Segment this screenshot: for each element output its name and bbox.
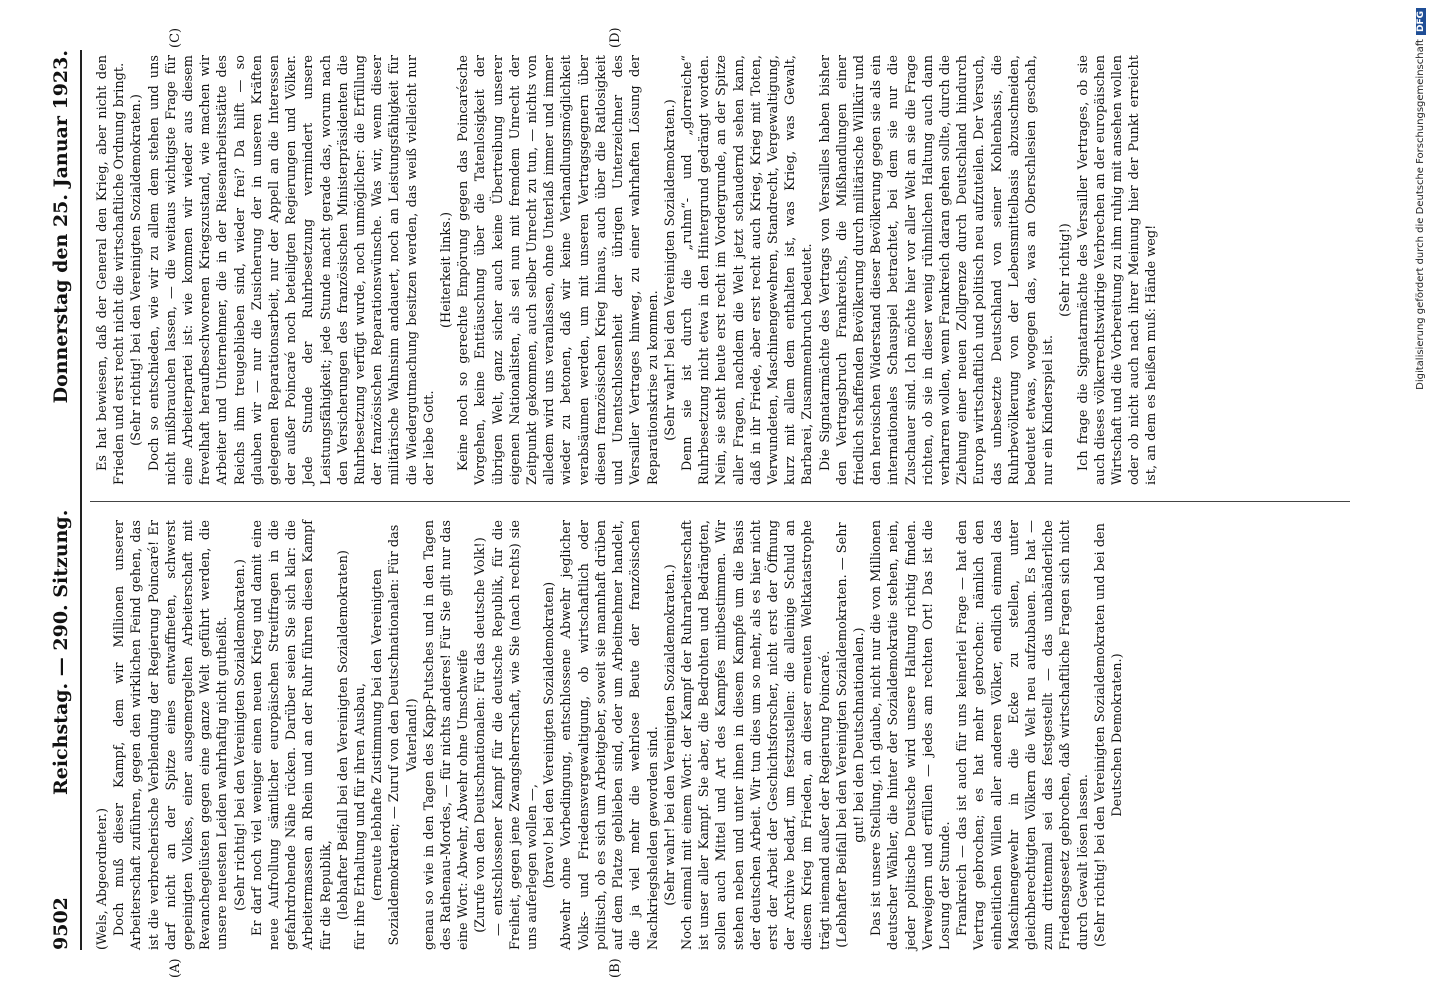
interjection: (Sehr richtig! bei den Vereinigten Sozialdemokraten und bei den Deutschen Demokraten.): [1092, 523, 1125, 947]
interjection: (Sehr wahr! bei den Vereinigten Sozialdemokraten.): [662, 564, 678, 906]
paragraph: Er darf noch viel weniger einen neuen Krieg und damit eine neue Aufrollung sämtlicher europäischen Streitfragen in die gefahrdrohende Nähe rücken. Darüber seien Sie sich klar: die Arbeitermassen an Rhein und an der Ruhr führen diesen Kampf für die Republik,: [249, 520, 334, 950]
session-date: Donnerstag den 25. Januar 1923.: [50, 50, 72, 404]
interjection: (lebhafter Beifall bei den Vereinigten Sozialdemokraten): [335, 550, 351, 920]
paragraph: Es hat bewiesen, daß der General den Krieg, aber nicht den Frieden und erst recht nicht die wirtschaftliche Ordnung bringt.: [95, 55, 128, 485]
page-number: 9502: [50, 897, 72, 950]
paragraph: — entschlossener Kampf für die deutsche Republik, für die Freiheit, gegen jene Zwangsherrschaft, wie Sie (nach rechts) sie uns auferlegen wollen —,: [490, 520, 541, 950]
interjection: (erneute lebhafte Zustimmung bei den Vereinigten Sozialdemokraten; — Zuruf von den Deutschnationalen: Für das Vaterland!): [370, 524, 420, 946]
margin-mark-b: (B): [608, 958, 623, 978]
interjection: (bravo! bei den Vereinigten Sozialdemokraten): [542, 581, 558, 889]
paragraph: Frankreich — das ist auch für uns keinerlei Frage — hat den Vertrag gebrochen; es hat mehr gebrochen: nämlich den einheitlichen Willen aller anderen Völker, endlich einmal das Maschinengewehr in die Ecke zu stellen, unter gleichberechtigten Völkern die Welt neu aufzubauen. Es hat — zum drittenmal sei das festgestellt — das unabänderliche Friedensgesetz gebrochen, daß wirtschaftliche Fragen sich nicht durch Gewalt lösen lassen.: [955, 520, 1091, 950]
left-column: [94, 520, 1126, 950]
side-credit: [1415, 8, 1431, 988]
paragraph: Keine noch so gerechte Empörung gegen das Poincarésche Vorgehen, keine Enttäuschung über die Tatenlosigkeit der übrigen Welt, ganz sicher auch keine Übertreibung unserer eigenen Nationalisten, als sei nun mit fremdem Unrecht der Zeitpunkt gekommen, auch selber Unrecht zu tun, — nichts von alledem wird uns veranlassen, ohne Unterlaß immer und immer wieder zu betonen, daß wir keine Verhandlungsmöglichkeit verabsäumen werden, um mit unseren Vertragsgegnern über diesen französischen Krieg hinaus, auch über die Ratlosigkeit und Unentschlossenheit der übrigen Unterzeichner des Versailler Vertrages hinweg, zu einer wahrhaften Lösung der Reparationskrise zu kommen.: [456, 55, 661, 485]
interjection: (Sehr richtig! bei den Vereinigten Sozialdemokraten.): [129, 94, 145, 446]
interjection: (Zurufe von den Deutschnationalen: Für das deutsche Volk!): [473, 537, 489, 933]
paragraph: Denn sie ist durch die „ruhm“- und „glorreiche“ Ruhrbesetzung nicht etwa in den Hintergrund gedrängt worden. Nein, sie steht heute erst recht im Vordergrunde, an der Spitze aller Fragen, nachdem die Welt jetzt schaudernd sehen kann, daß in ihr Friede, aber erst recht auch Krieg, Krieg mit Toten, Verwundeten, Maschinengewehren, Standrecht, Vergewaltigung, kurz mit allem dem enthalten ist, was Krieg, was Gewalt, Barbarei, Zusammenbruch bedeutet.: [679, 55, 816, 485]
paragraph: Doch so entschieden, wie wir zu allem dem stehen und uns nicht mißbrauchen lassen, — die weitaus wichtigste Frage für eine Arbeiterpartei ist: wie kommen wir wieder aus diesem frevelhaft heraufbeschworenen Kriegszustand, wie machen wir Arbeiter und Unternehmer, die in der Riesenarbeitsstätte des Reichs ihm treugeblieben sind, wieder frei? Da hilft — so glauben wir — nur die Zusicherung der in unseren Kräften gelegenen Reparationsarbeit, nur der Appell an die Interessen der außer Poincaré noch beteiligten Regierungen und Völker. Jede Stunde der Ruhrbesetzung vermindert unsere Leistungsfähigkeit; jede Stunde macht gerade das, worum nach den Versicherungen des französischen Ministerpräsidenten die Ruhrbesetzung verfügt wurde, noch unmöglicher: die Erfüllung der französischen Reparationswünsche. Was wir, wenn dieser militärische Wahnsinn andauert, noch an Leistungsfähigkeit für die Wiedergutmachung besitzen werden, das weiß vielleicht nur der liebe Gott.: [146, 55, 437, 485]
paragraph: Das ist unsere Stellung, ich glaube, nicht nur die von Millionen deutscher Wähler, die hinter der Sozialdemokratie stehen, nein, jeder politische Deutsche wird unsere Haltung richtig finden. Verweigern und erfüllen — jedes am rechten Ort! Das ist die Losung der Stunde.: [869, 520, 953, 950]
interjection: (Sehr richtig!): [1058, 223, 1074, 317]
interjection: (Lebhafter Beifall bei den Vereinigten Sozialdemokraten. — Sehr gut! bei den Deutschnationalen.): [834, 522, 867, 948]
right-column: [94, 55, 1161, 485]
header-rule: [80, 50, 82, 950]
interjection: (Sehr wahr! bei den Vereinigten Sozialdemokraten.): [662, 99, 678, 441]
margin-mark-d: (D): [608, 27, 623, 48]
rotated-page: [20, 10, 1380, 990]
session-title: Reichstag. — 290. Sitzung.: [50, 509, 72, 795]
margin-mark-c: (C): [168, 27, 183, 48]
paragraph: Die Signatarmächte des Vertrags von Versailles haben bisher den Vertragsbruch Frankreichs, die Mißhandlungen einer friedlich schaffenden Bevölkerung durch militärische Willkür und den heroischen Widerstand dieser Bevölkerung gegen sie als ein internationales Schauspiel betrachtet, bei dem sie nur die Zuschauer sind. Ich möchte hier vor aller Welt an sie die Frage richten, ob sie in dieser wenig rühmlichen Haltung auch dann verharren wollen, wenn Frankreich daran gehen sollte, durch die Ziehung einer neuen Zollgrenze durch Deutschland hindurch Europa wirtschaftlich und politisch neu aufzuteilen. Der Versuch, das unbesetzte Deutschland von seiner Kohlenbasis, die Ruhrbevölkerung von der Lebensmittelbasis abzuschneiden, bedeutet etwas, wogegen das, was an Oberschlesien geschah, nur ein Kinderspiel ist.: [817, 55, 1057, 485]
paragraph: Abwehr ohne Vorbedingung, entschlossene Abwehr jeglicher Volks- und Friedensvergewaltigung, ob wirtschaftlich oder politisch, ob es sich um Arbeitgeber, soweit sie mannhaft drüben auf dem Platze geblieben sind, oder um Arbeitnehmer handelt, die ja viel mehr die wehrlose Beute der französischen Nachkriegshelden geworden sind.: [559, 520, 661, 950]
paragraph: für ihre Erhaltung und für ihren Ausbau,: [353, 683, 369, 950]
paragraph: genau so wie in den Tagen des Kapp-Putsches und in den Tagen des Rathenau-Mordes, — für nichts anderes! Für Sie gilt nur das eine Wort: Abwehr, Abwehr ohne Umschweife: [421, 520, 472, 950]
side-credit-label: Digitalisierung gefördert durch die Deutsche Forschungsgemeinschaft: [1415, 39, 1426, 390]
margin-mark-a: (A): [168, 958, 183, 978]
interjection: (Sehr richtig! bei den Vereinigten Sozialdemokraten.): [232, 559, 248, 911]
paragraph: Ich frage die Signatarmächte des Versailler Vertrages, ob sie auch dieses völkerrechtswidrige Verbrechen an der europäischen Wirtschaft und die Vorbereitung zu ihm ruhig mit ansehen wollen oder ob nicht auch nach ihrer Meinung hier der Punkt erreicht ist, an dem es heißen muß: Hände weg!: [1075, 55, 1160, 485]
paragraph: Noch einmal mit einem Wort: der Kampf der Ruhrarbeiterschaft ist unser aller Kampf. Sie aber, die Bedrohten und Bedrängten, sollen auch Mittel und Art des Kampfes mitbestimmen. Wir stehen neben und unter ihnen in diesem Kampfe um die Basis der deutschen Arbeit. Wir tun dies um so mehr, als es hier nicht erst der Arbeit der Geschichtsforscher, nicht erst der Öffnung der Archive bedarf, um festzustellen: die alleinige Schuld an diesem Krieg im Frieden, an dieser erneuten Weltkatastrophe trägt niemand außer der Regierung Poincaré.: [679, 520, 833, 950]
dfg-logo: DFG: [1416, 8, 1426, 35]
paragraph: (Wels, Abgeordneter.): [95, 807, 110, 950]
paragraph: Doch muß dieser Kampf, dem wir Millionen unserer Arbeiterschaft zuführen, gegen den wirklichen Feind gehen, das ist die verbrecherische Verblendung der Regierung Poincaré! Er darf nicht an der Spitze eines entwaffneten, schwerst gepeinigten Volkes, einer ausgemergelten Arbeiterschaft mit Revanchegelüsten gegen eine ganze Welt geführt werden, die unsere neuesten Leiden wahrhaftig nicht gutheißt.: [112, 520, 231, 950]
side-credit-text: [1415, 8, 1426, 988]
interjection: (Heiterkeit links.): [439, 211, 455, 329]
column-divider: [90, 501, 1350, 502]
